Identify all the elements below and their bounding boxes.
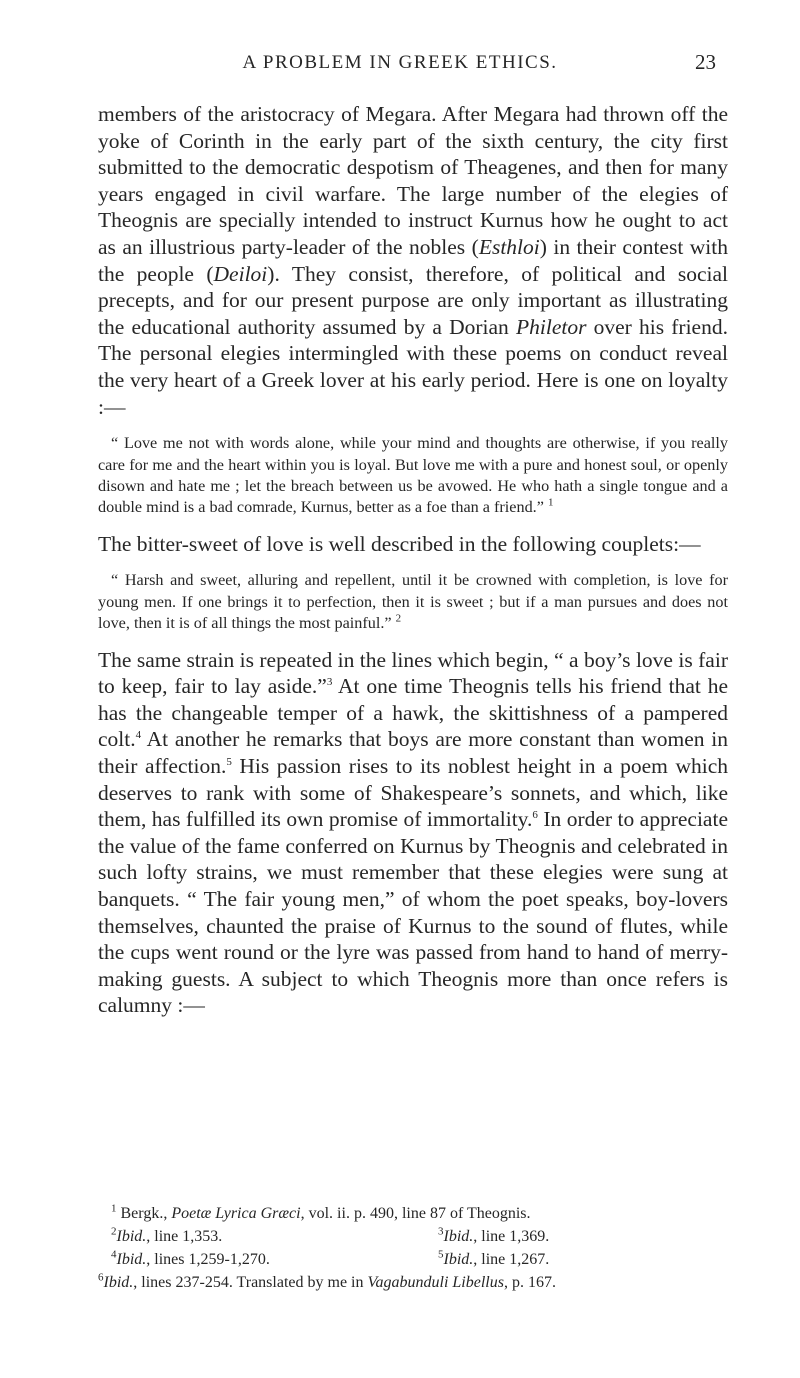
body-text [98, 101, 728, 1019]
footnote-ref-4: 4 [135, 729, 142, 742]
block-quote-bitter-sweet: “ Harsh and sweet, alluring and repellent, until it be crowned with completion, is love for young men. If one brings it to perfection, then it is sweet ; but if a man pursues and does not love, then it is of all things the most painful.” $^2$ [98, 571, 728, 633]
footnote-6: $^6$Ibid., lines 237-254. Translated by me in Vagabunduli Libellus, p. 167. [98, 1271, 556, 1291]
block-quote-loyalty: “ Love me not with words alone, while your mind and thoughts are otherwise, if you really care for me and the heart within you is loyal. But love me with a pure and honest soul, or openly disown and hate me ; let the breach between us be avowed. He who hath a single tongue and a double mind is a bad comrade, Kurnus, better as a foe than a friend.” $^1$ [98, 434, 728, 517]
footnote-row-2-3 [98, 1225, 730, 1248]
paragraph-3: The same strain is repeated in the lines which begin, “ a boy’s love is fair to keep, fair to lay aside.”$^3$ At one time Theognis tells his friend that he has the changeable temper of a hawk, the skittishness of a pampered colt.$^4$ At another he remarks that boys are more constant than women in their affection.$^5$ His passion rises to its noblest height in a poem which deserves to rank with some of Shakespeare’s sonnets, and which, like them, has fulfilled its own promise of immortality.$^6$ In order to appreciate the value of the fame conferred on Kurnus by Theognis and celebrated in such lofty strains, we must remember that these elegies were sung at banquets. “ The fair young men,” of whom the poet speaks, boy-lovers themselves, chaunted the praise of Kurnus to the sound of flutes, while the cups went round or the lyre was passed from hand to hand of merry-making guests. A subject to which Theognis more than once refers is calumny :— [98, 647, 728, 1018]
footnote-1: $^1$ Bergk., Poetæ Lyrica Græci, vol. ii. p. 490, line 87 of Theognis. [111, 1202, 531, 1222]
footnote-ref-5: 5 [226, 755, 232, 768]
footnote-2: $^2$Ibid., line 1,353. [111, 1225, 223, 1245]
paragraph-1: members of the aristocracy of Megara. After Megara had thrown off the yoke of Corinth in the early part of the sixth century, the city first submitted to the democratic despotism of Theagenes, and then for many years engaged in civil warfare. The large number of the elegies of Theognis are specially intended to instruct Kurnus how he ought to act as an illustrious party-leader of the nobles (Esthloi) in their contest with the people (Deiloi). They consist, therefore, of political and social precepts, and for our present purpose are only important as illustrating the educational authority assumed by a Dorian Philetor over his friend. The personal elegies intermingled with these poems on conduct reveal the very heart of a Greek lover at his early period. Here is one on loyalty :— [98, 102, 729, 419]
running-title: A PROBLEM IN GREEK ETHICS. [242, 52, 558, 73]
footnote-ref-3: 3 [326, 676, 333, 688]
footnote-ref-2: 2 [395, 612, 402, 625]
footnote-3: $^3$Ibid., line 1,369. [438, 1225, 550, 1245]
footnote-5: $^5$Ibid., line 1,267. [438, 1248, 550, 1268]
footnote-4: $^4$Ibid., lines 1,259-1,270. [111, 1248, 270, 1268]
footnote-row-4-5 [98, 1248, 730, 1271]
footnote-ref-6: 6 [532, 808, 538, 821]
footnotes [98, 1202, 730, 1294]
page-number: 23 [695, 50, 716, 74]
footnote-ref-1: 1 [547, 496, 554, 509]
paragraph-2: The bitter-sweet of love is well described in the following couplets:— [98, 531, 701, 556]
